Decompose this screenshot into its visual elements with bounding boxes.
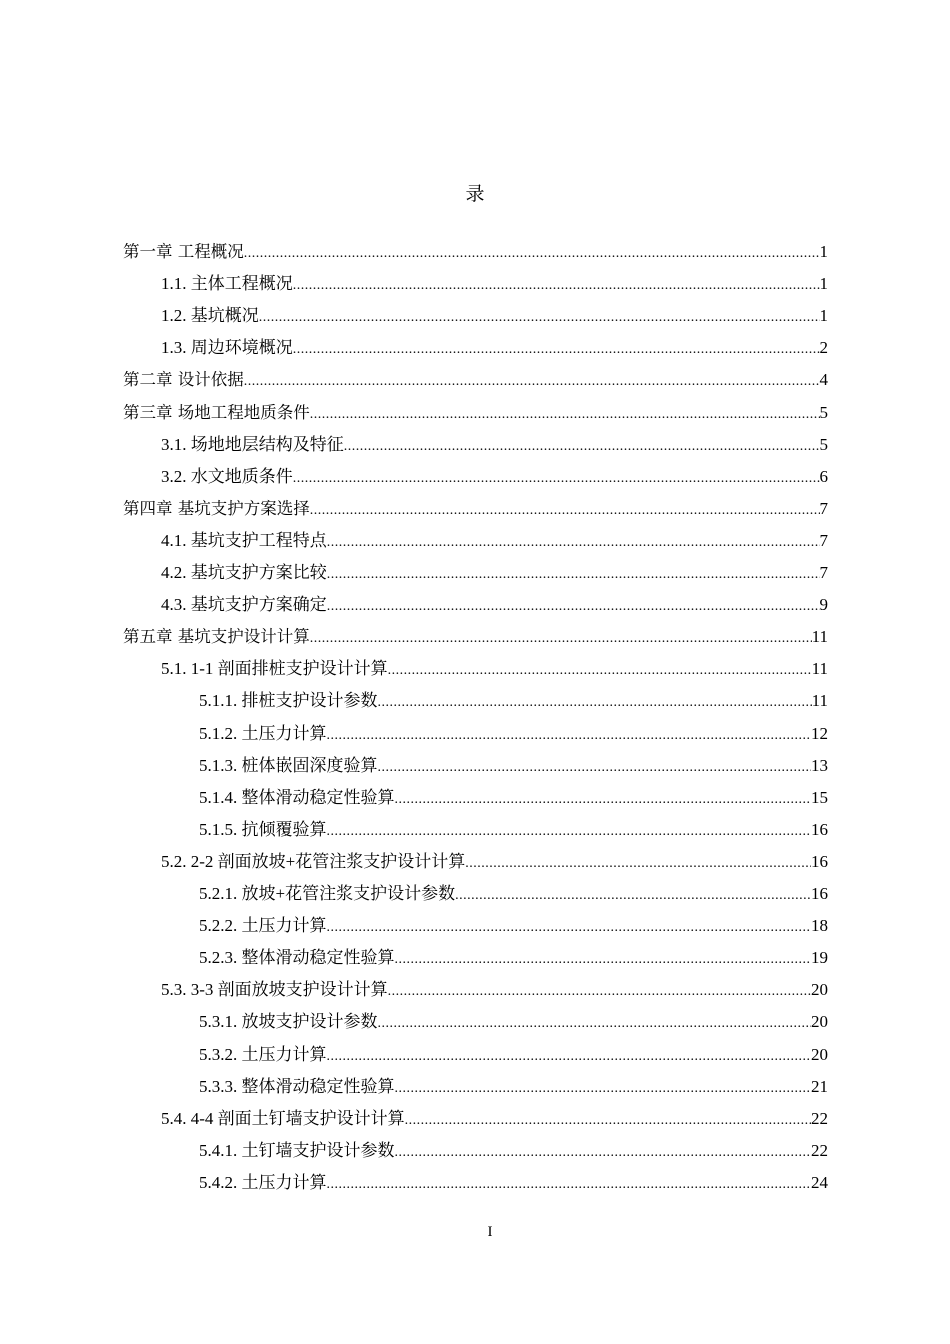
toc-subsection-entry[interactable] bbox=[199, 722, 828, 746]
toc-entry-label: 5.1. 1-1 剖面排桩支护设计计算 bbox=[161, 659, 388, 679]
toc-dot-leader bbox=[388, 659, 812, 681]
toc-dot-leader bbox=[259, 306, 820, 328]
toc-entry-label: 5.2. 2-2 剖面放坡+花管注浆支护设计计算 bbox=[161, 851, 466, 871]
toc-subsection-entry[interactable] bbox=[199, 1171, 828, 1195]
toc-entry-label: 5.3.1. 放坡支护设计参数 bbox=[199, 1012, 378, 1032]
toc-entry-page: 4 bbox=[819, 370, 828, 390]
toc-dot-leader bbox=[310, 499, 820, 521]
toc-entry-label: 第四章 基坑支护方案选择 bbox=[123, 498, 310, 518]
toc-chapter-entry[interactable] bbox=[123, 368, 828, 392]
toc-section-entry[interactable] bbox=[161, 561, 828, 585]
toc-chapter-entry[interactable] bbox=[123, 497, 828, 521]
toc-dot-leader bbox=[327, 916, 812, 938]
toc-entry-label: 5.3.3. 整体滑动稳定性验算 bbox=[199, 1076, 395, 1096]
toc-entry-page: 7 bbox=[819, 498, 828, 518]
toc-subsection-entry[interactable] bbox=[199, 818, 828, 842]
toc-section-entry[interactable] bbox=[161, 593, 828, 617]
toc-entry-label: 4.3. 基坑支护方案确定 bbox=[161, 595, 327, 615]
toc-dot-leader bbox=[244, 242, 820, 264]
toc-entry-page: 22 bbox=[811, 1140, 828, 1160]
toc-entry-page: 22 bbox=[811, 1108, 828, 1128]
toc-section-entry[interactable] bbox=[161, 850, 828, 874]
toc-entry-label: 1.1. 主体工程概况 bbox=[161, 274, 293, 294]
toc-dot-leader bbox=[293, 274, 820, 296]
toc-entry-label: 5.1.2. 土压力计算 bbox=[199, 723, 327, 743]
toc-subsection-entry[interactable] bbox=[199, 1139, 828, 1163]
toc-subsection-entry[interactable] bbox=[199, 1043, 828, 1067]
toc-dot-leader bbox=[327, 1173, 812, 1195]
toc-subsection-entry[interactable] bbox=[199, 1075, 828, 1099]
toc-chapter-entry[interactable] bbox=[123, 240, 828, 264]
toc-entry-label: 第五章 基坑支护设计计算 bbox=[123, 627, 310, 647]
toc-entry-label: 1.3. 周边环境概况 bbox=[161, 338, 293, 358]
toc-entry-page: 1 bbox=[819, 242, 828, 261]
toc-dot-leader bbox=[455, 884, 811, 906]
toc-entry-label: 5.1.1. 排桩支护设计参数 bbox=[199, 691, 378, 711]
toc-entry-label: 第二章 设计依据 bbox=[123, 370, 244, 390]
toc-entry-page: 2 bbox=[819, 338, 828, 358]
toc-chapter-entry[interactable] bbox=[123, 625, 828, 649]
toc-entry-label: 5.1.5. 抗倾覆验算 bbox=[199, 819, 327, 839]
toc-entry-page: 20 bbox=[811, 1044, 828, 1064]
toc-entry-page: 11 bbox=[811, 627, 828, 647]
toc-entry-label: 5.2.3. 整体滑动稳定性验算 bbox=[199, 948, 395, 968]
toc-dot-leader bbox=[327, 595, 820, 617]
toc-entry-page: 1 bbox=[819, 274, 828, 294]
toc-entry-page: 24 bbox=[811, 1172, 828, 1192]
toc-entry-page: 16 bbox=[811, 819, 828, 839]
toc-dot-leader bbox=[244, 370, 820, 392]
toc-section-entry[interactable] bbox=[161, 272, 828, 296]
toc-section-entry[interactable] bbox=[161, 1107, 828, 1131]
toc-dot-leader bbox=[395, 1141, 812, 1163]
toc-entry-label: 第一章 工程概况 bbox=[123, 242, 244, 261]
toc-dot-leader bbox=[293, 338, 820, 360]
toc-dot-leader bbox=[310, 403, 820, 425]
toc-entry-label: 5.2.1. 放坡+花管注浆支护设计参数 bbox=[199, 884, 456, 903]
toc-entry-page: 18 bbox=[811, 916, 828, 936]
toc-dot-leader bbox=[405, 1109, 811, 1131]
toc-entry-label: 5.1.3. 桩体嵌固深度验算 bbox=[199, 755, 378, 775]
toc-entry-page: 21 bbox=[811, 1076, 828, 1096]
toc-entry-label: 5.3.2. 土压力计算 bbox=[199, 1044, 327, 1064]
toc-entry-label: 5.4. 4-4 剖面土钉墙支护设计计算 bbox=[161, 1108, 405, 1128]
toc-entry-page: 16 bbox=[811, 851, 828, 871]
toc-subsection-entry[interactable] bbox=[199, 689, 828, 713]
toc-entry-page: 19 bbox=[811, 948, 828, 968]
toc-entry-label: 3.1. 场地地层结构及特征 bbox=[161, 434, 344, 454]
toc-section-entry[interactable] bbox=[161, 433, 828, 457]
toc-dot-leader bbox=[327, 1045, 812, 1067]
toc-entry-label: 5.4.1. 土钉墙支护设计参数 bbox=[199, 1140, 395, 1160]
toc-entry-page: 12 bbox=[811, 723, 828, 743]
toc-title: 录 bbox=[465, 184, 485, 205]
toc-dot-leader bbox=[378, 1012, 812, 1034]
toc-dot-leader bbox=[327, 563, 820, 585]
toc-dot-leader bbox=[344, 435, 820, 457]
toc-dot-leader bbox=[395, 1077, 812, 1099]
toc-section-entry[interactable] bbox=[161, 657, 828, 681]
toc-section-entry[interactable] bbox=[161, 336, 828, 360]
toc-dot-leader bbox=[388, 980, 811, 1002]
toc-dot-leader bbox=[378, 756, 812, 778]
toc-entry-label: 4.1. 基坑支护工程特点 bbox=[161, 530, 327, 550]
toc-entry-page: 5 bbox=[819, 402, 828, 422]
toc-entry-page: 15 bbox=[811, 787, 828, 807]
toc-section-entry[interactable] bbox=[161, 304, 828, 328]
toc-subsection-entry[interactable] bbox=[199, 1010, 828, 1034]
toc-dot-leader bbox=[327, 724, 812, 746]
toc-section-entry[interactable] bbox=[161, 978, 828, 1002]
toc-section-entry[interactable] bbox=[161, 529, 828, 553]
toc-dot-leader bbox=[465, 852, 811, 874]
toc-entry-page: 7 bbox=[819, 563, 828, 582]
toc-entry-page: 11 bbox=[811, 691, 828, 711]
toc-subsection-entry[interactable] bbox=[199, 754, 828, 778]
toc-subsection-entry[interactable] bbox=[199, 882, 828, 906]
toc-entry-page: 20 bbox=[811, 980, 828, 1000]
toc-entry-page: 5 bbox=[819, 434, 828, 454]
page-number: I bbox=[487, 1224, 493, 1240]
toc-entry-label: 5.3. 3-3 剖面放坡支护设计计算 bbox=[161, 980, 388, 1000]
toc-entry-page: 6 bbox=[819, 466, 828, 486]
toc-entry-page: 9 bbox=[819, 595, 828, 615]
toc-dot-leader bbox=[310, 627, 812, 649]
toc-subsection-entry[interactable] bbox=[199, 914, 828, 938]
toc-entry-page: 1 bbox=[819, 306, 828, 326]
toc-subsection-entry[interactable] bbox=[199, 946, 828, 970]
toc-entry-page: 20 bbox=[811, 1012, 828, 1032]
toc-dot-leader bbox=[395, 948, 812, 970]
toc-entry-page: 16 bbox=[811, 884, 828, 903]
toc-subsection-entry[interactable] bbox=[199, 786, 828, 810]
toc-entry-label: 4.2. 基坑支护方案比较 bbox=[161, 563, 327, 582]
toc-dot-leader bbox=[327, 531, 820, 553]
toc-chapter-entry[interactable] bbox=[123, 401, 828, 425]
toc-entry-page: 11 bbox=[811, 659, 828, 679]
toc-entry-label: 3.2. 水文地质条件 bbox=[161, 466, 293, 486]
toc-entry-label: 5.2.2. 土压力计算 bbox=[199, 916, 327, 936]
toc-entry-page: 13 bbox=[811, 755, 828, 775]
toc-entry-label: 5.4.2. 土压力计算 bbox=[199, 1172, 327, 1192]
toc-entry-page: 7 bbox=[819, 530, 828, 550]
toc-dot-leader bbox=[327, 820, 812, 842]
toc-dot-leader bbox=[378, 691, 812, 713]
toc-entry-label: 第三章 场地工程地质条件 bbox=[123, 402, 310, 422]
toc-dot-leader bbox=[293, 467, 820, 489]
toc-dot-leader bbox=[395, 788, 812, 810]
toc-entry-label: 1.2. 基坑概况 bbox=[161, 306, 259, 326]
toc-entry-label: 5.1.4. 整体滑动稳定性验算 bbox=[199, 787, 395, 807]
toc-section-entry[interactable] bbox=[161, 465, 828, 489]
